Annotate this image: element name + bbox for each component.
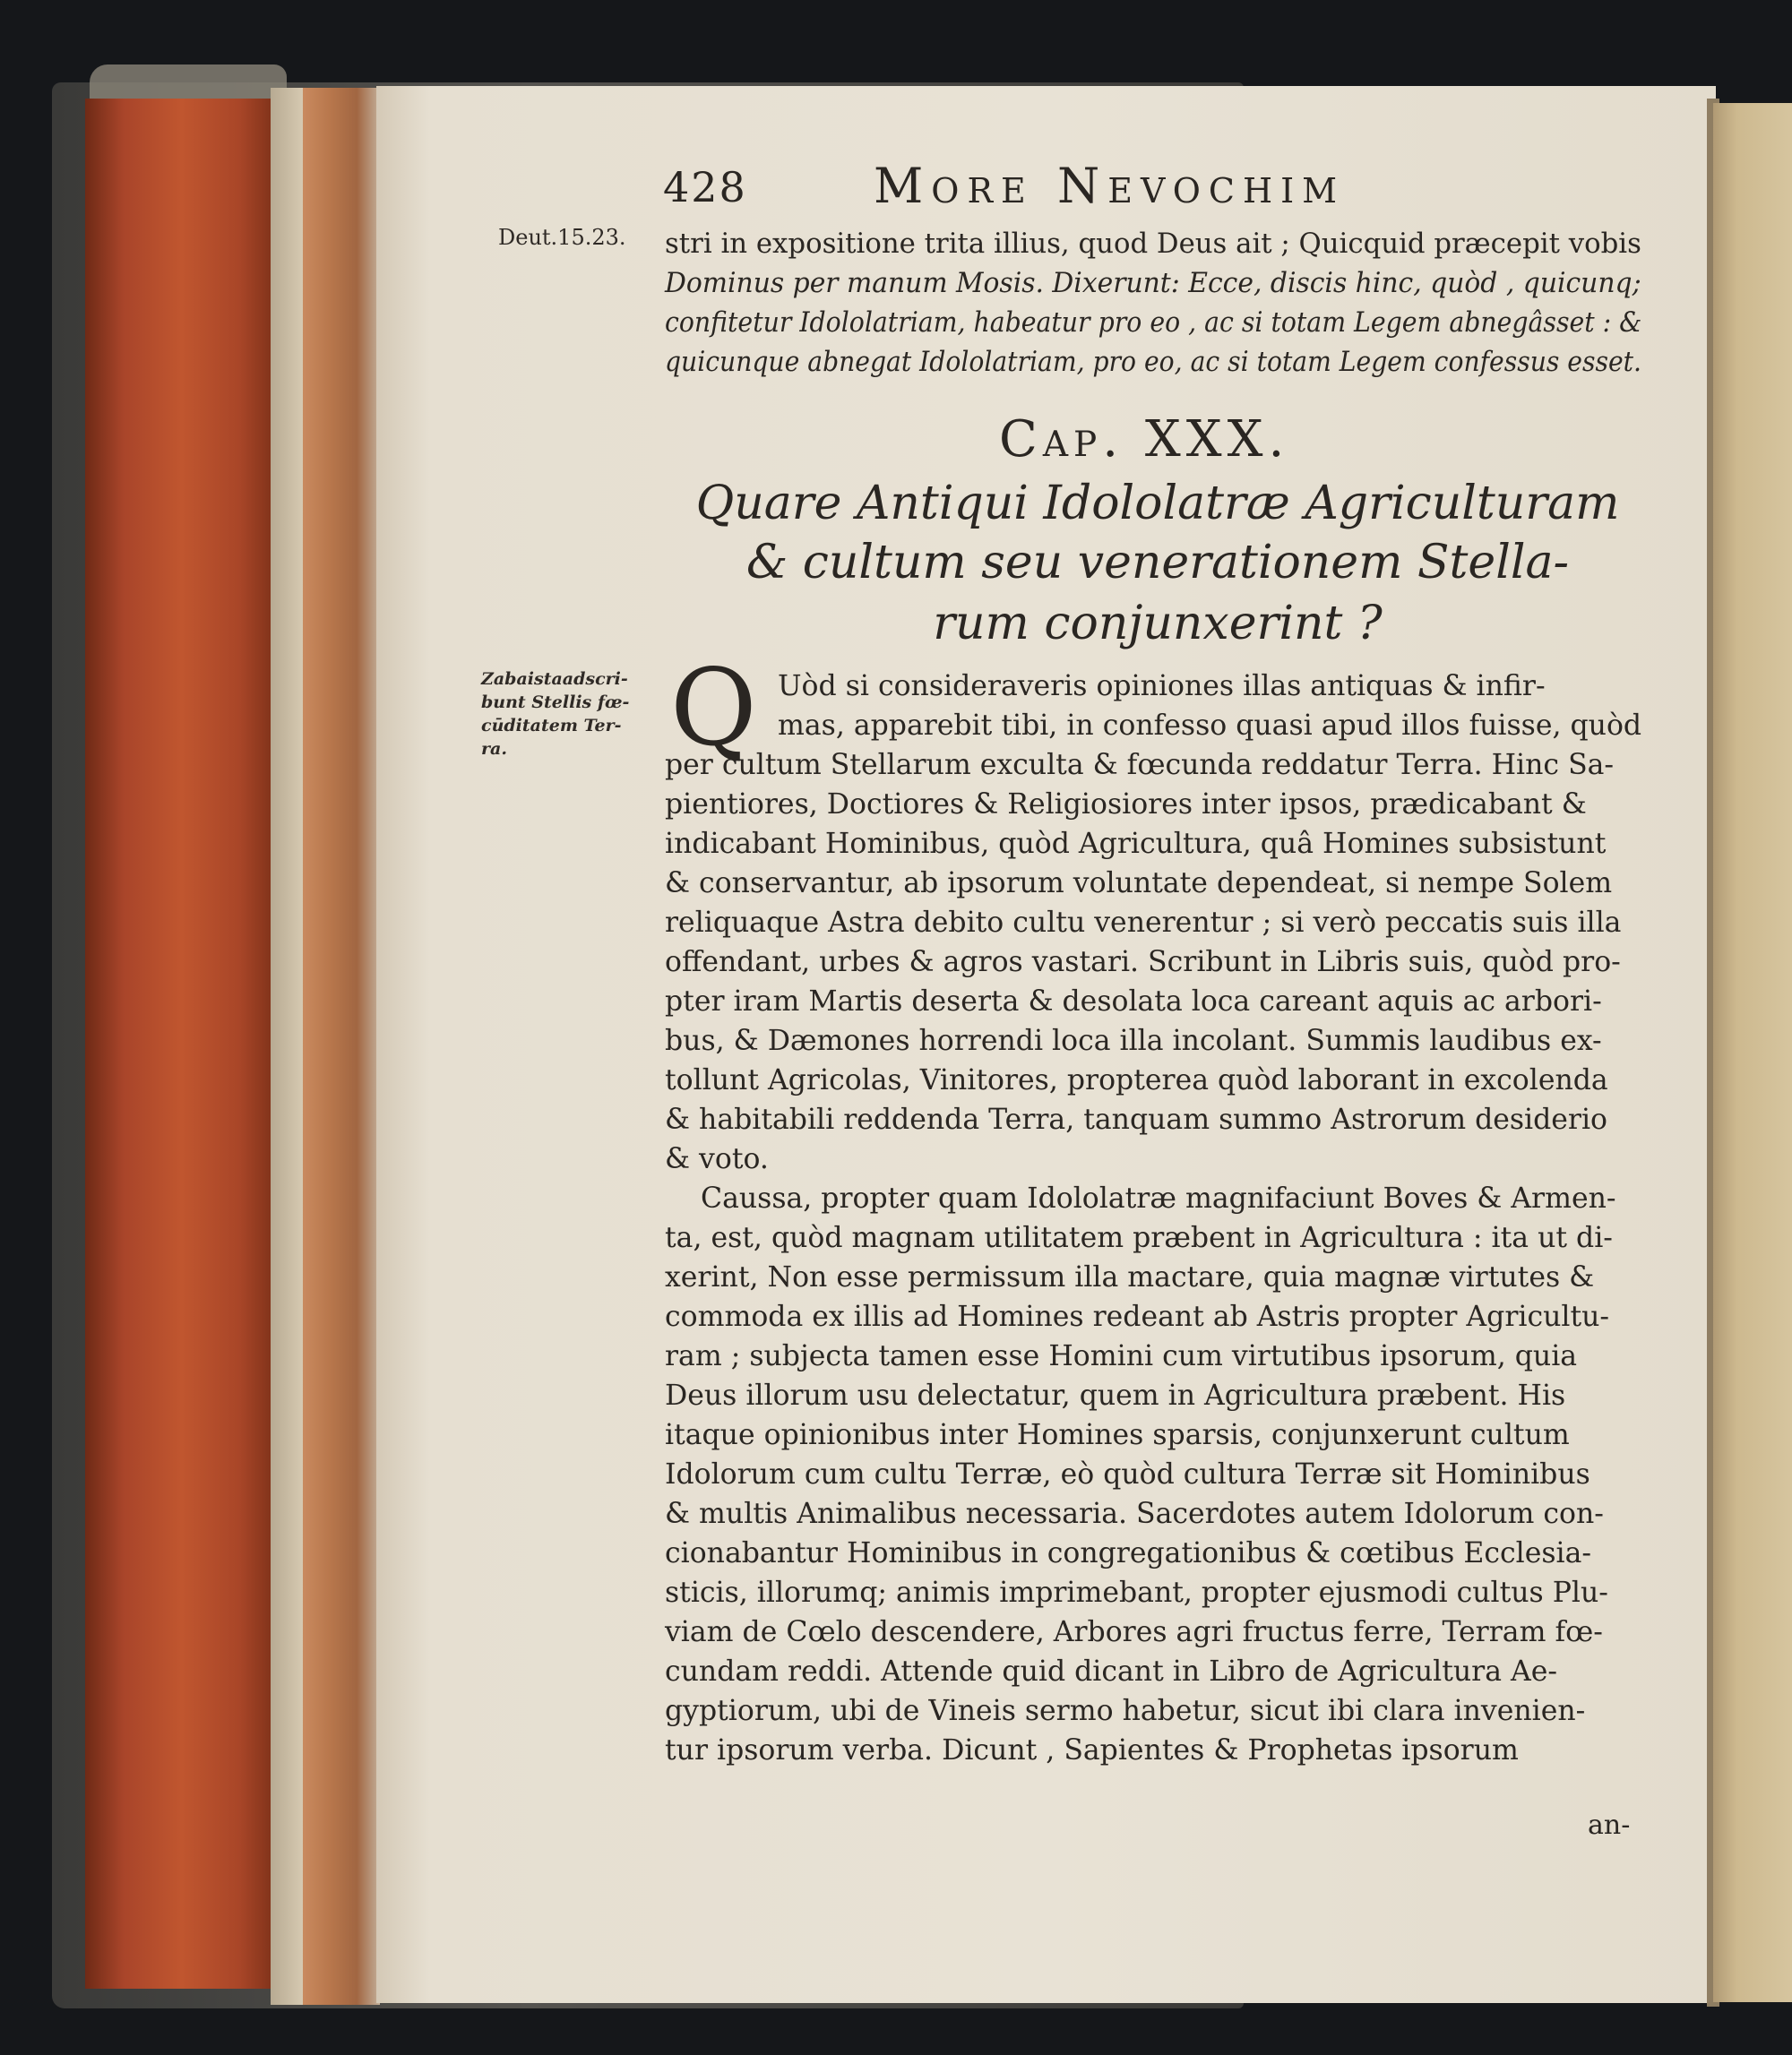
text-line: sticis, illorumq; animis imprimebant, propter ejusmodi cultus Plu-	[665, 1577, 1608, 1609]
text-line: tollunt Agricolas, Vinitores, propterea quòd laborant in excolenda	[665, 1064, 1608, 1096]
text-line: Dominus per manum Mosis. Dixerunt: Ecce, discis hinc, quòd , quicunq;	[665, 267, 1641, 299]
text-line: & multis Animalibus necessaria. Sacerdotes autem Idolorum con-	[665, 1498, 1604, 1530]
text-line: xerint, Non esse permissum illa mactare, quia magnæ virtutes &	[665, 1261, 1595, 1294]
margin-reference: Deut.15.23.	[498, 225, 626, 250]
text-line: cionabantur Hominibus in congregationibus & cœtibus Ecclesia-	[665, 1537, 1591, 1569]
next-page	[1713, 103, 1792, 2002]
text-line: cundam reddi. Attende quid dicant in Libro de Agricultura Ae-	[665, 1655, 1558, 1688]
text-line: ram ; subjecta tamen esse Homini cum virtutibus ipsorum, quia	[665, 1340, 1578, 1372]
red-page-edge	[85, 99, 278, 1989]
margin-note	[481, 667, 660, 761]
text-line: per cultum Stellarum exculta & fœcunda reddatur Terra. Hinc Sa-	[665, 749, 1615, 781]
gutter-shadow	[303, 88, 380, 2005]
text-line: Deus illorum usu delectatur, quem in Agricultura præbent. His	[665, 1380, 1566, 1412]
text-line: reliquaque Astra debito cultu venerentur ; si verò peccatis suis illa	[665, 907, 1622, 939]
text-line: commoda ex illis ad Homines redeant ab Astris propter Agricultu-	[665, 1301, 1610, 1333]
catchword: an-	[1588, 1810, 1631, 1841]
margin-note-line: cūditatem Ter-	[481, 716, 622, 735]
text-line: Idolorum cum cultu Terræ, eò quòd cultura Terræ sit Hominibus	[665, 1458, 1590, 1491]
text-line: itaque opinionibus inter Homines sparsis, conjunxerunt cultum	[665, 1419, 1570, 1451]
text-line: pter iram Martis deserta & desolata loca careant aquis ac arbori-	[665, 985, 1602, 1018]
margin-note-line: ra.	[481, 739, 507, 759]
text-line: & habitabili reddenda Terra, tanquam summo Astrorum desiderio	[665, 1104, 1608, 1136]
chapter-title-line: rum conjunxerint ?	[933, 597, 1383, 650]
text-line: quicunque abnegat Idololatriam, pro eo, ac si totam Legem confessus esset.	[665, 346, 1641, 378]
cover-top-wear	[90, 64, 287, 100]
text-line: offendant, urbes & agros vastari. Scribunt in Libris suis, quòd pro-	[665, 946, 1621, 978]
chapter-title-line: Quare Antiqui Idololatræ Agriculturam	[695, 477, 1620, 530]
text-line: bus, & Dæmones horrendi loca illa incolant. Summis laudibus ex-	[665, 1025, 1602, 1057]
text-line: mas, apparebit tibi, in confesso quasi apud illos fuisse, quòd	[778, 709, 1642, 742]
page-number: 428	[663, 163, 747, 211]
chapter-title-line: & cultum seu venerationem Stella-	[745, 536, 1570, 589]
text-line: stri in expositione trita illius, quod Deus ait ; Quicquid præcepit vobis	[665, 228, 1641, 260]
text-line: confitetur Idololatriam, habeatur pro eo , ac si totam Legem abnegâsset : &	[665, 306, 1642, 339]
text-line: viam de Cœlo descendere, Arbores agri fructus ferre, Terram fœ-	[665, 1616, 1603, 1648]
text-line: & conservantur, ab ipsorum voluntate dependeat, si nempe Solem	[665, 867, 1613, 899]
running-head: More Nevochim	[874, 158, 1346, 214]
text-line: & voto.	[665, 1143, 769, 1175]
text-line: ta, est, quòd magnam utilitatem præbent in Agricultura : ita ut di-	[665, 1222, 1613, 1254]
text-line: Uòd si consideraveris opiniones illas antiquas & infir-	[778, 670, 1546, 702]
text-line: Caussa, propter quam Idololatræ magnifaciunt Boves & Armen-	[701, 1182, 1616, 1215]
margin-note-line: bunt Stellis fœ-	[481, 692, 630, 712]
chapter-heading: Cap. XXX.	[999, 410, 1290, 469]
text-line: gyptiorum, ubi de Vineis sermo habetur, sicut ibi clara invenien-	[665, 1695, 1586, 1727]
text-line: tur ipsorum verba. Dicunt , Sapientes & Prophetas ipsorum	[665, 1734, 1519, 1767]
margin-note-line: Zabaistaadscri-	[481, 669, 628, 689]
text-line: indicabant Hominibus, quòd Agricultura, quâ Homines subsistunt	[665, 828, 1607, 860]
drop-cap: Q	[670, 646, 757, 770]
text-line: pientiores, Doctiores & Religiosiores inter ipsos, prædicabant &	[665, 788, 1587, 821]
